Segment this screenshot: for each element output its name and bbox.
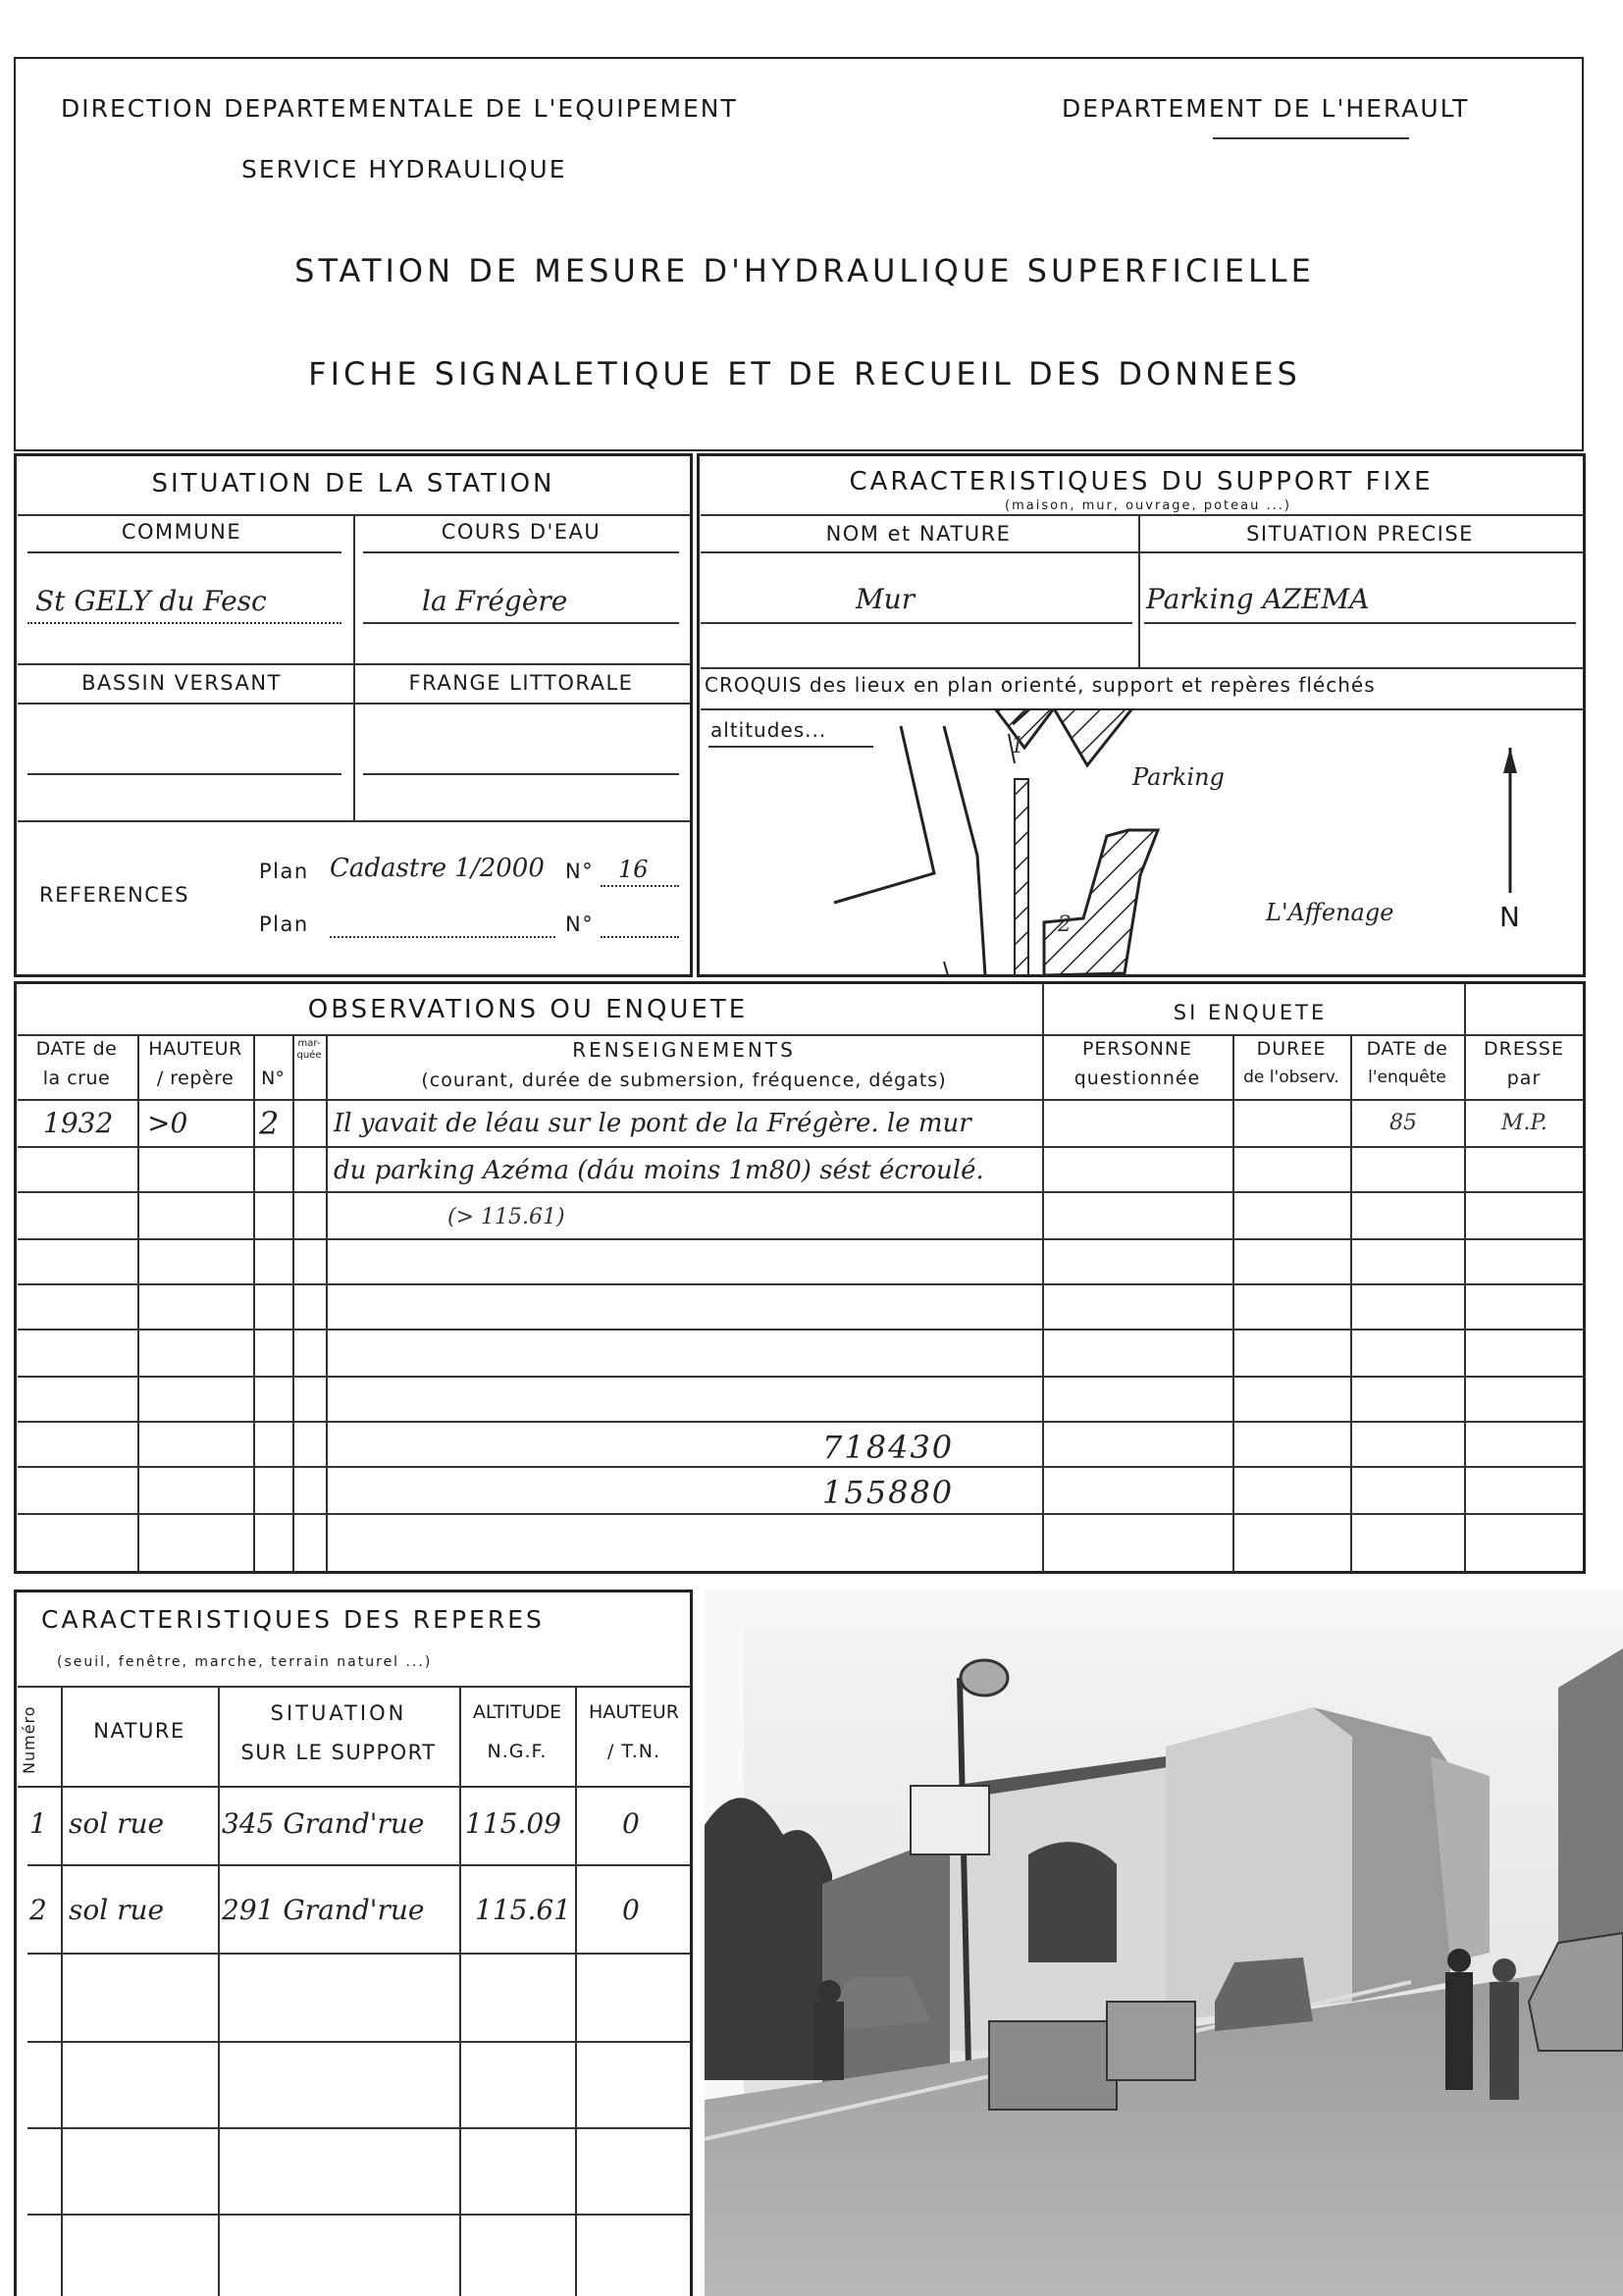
rule — [18, 1146, 1584, 1148]
reperes-subheading: (seuil, fenêtre, marche, terrain naturel ...) — [57, 1654, 433, 1670]
plan2-label: Plan — [259, 913, 309, 936]
obs-row1-date-enquete: 85 — [1389, 1111, 1417, 1135]
rule — [27, 622, 341, 624]
bassin-label: BASSIN VERSANT — [81, 671, 282, 695]
obs-row1-numero: 2 — [259, 1105, 280, 1142]
plan1-value: Cadastre 1/2000 — [330, 854, 545, 883]
photo-scene — [705, 1590, 1623, 2296]
repere-row2-hauteur: 0 — [622, 1894, 640, 1926]
departement-underline — [1213, 137, 1409, 139]
col-duree-2: de l'observ. — [1243, 1068, 1339, 1087]
rule — [701, 551, 1584, 553]
col-duree-1: DUREE — [1256, 1038, 1327, 1060]
coordinate-y: 155880 — [822, 1474, 955, 1511]
service-label: SERVICE HYDRAULIQUE — [241, 155, 567, 183]
col-altitude-2: N.G.F. — [487, 1741, 548, 1762]
rule — [18, 1329, 1584, 1331]
col-renseignements-sub: (courant, durée de submersion, fréquence, dégats) — [421, 1070, 947, 1091]
rule — [27, 2127, 691, 2129]
repere-row1-hauteur: 0 — [622, 1807, 640, 1840]
rule — [459, 1686, 461, 2296]
col-date-enquete-2: l'enquête — [1368, 1068, 1446, 1087]
nom-label: NOM et NATURE — [825, 522, 1012, 546]
rule — [218, 1686, 220, 2296]
rule — [27, 773, 341, 775]
rule — [601, 885, 679, 887]
rule — [601, 936, 679, 938]
repere-row2-altitude: 115.61 — [475, 1894, 571, 1926]
altitudes-label: altitudes... — [710, 718, 827, 742]
rule — [18, 1466, 1584, 1468]
rule — [137, 1034, 139, 1572]
situation-heading: SITUATION DE LA STATION — [151, 469, 555, 498]
rule — [18, 1238, 1584, 1240]
rule — [1138, 514, 1140, 667]
situation-precise-value: Parking AZEMA — [1146, 583, 1370, 615]
situation-precise-label: SITUATION PRECISE — [1246, 522, 1474, 546]
site-sketch — [701, 708, 1584, 975]
repere-row1-numero: 1 — [29, 1807, 47, 1840]
col-nature: NATURE — [93, 1719, 185, 1743]
commune-label: COMMUNE — [121, 520, 242, 544]
rule — [27, 551, 341, 553]
col-personne-1: PERSONNE — [1081, 1038, 1193, 1060]
form-subtitle: FICHE SIGNALETIQUE ET DE RECUEIL DES DONNEES — [308, 355, 1301, 392]
repere-row2-nature: sol rue — [69, 1894, 165, 1926]
sketch-affenage-label: L'Affenage — [1266, 899, 1394, 926]
col-situation-2: SUR LE SUPPORT — [240, 1741, 437, 1764]
rule — [18, 663, 691, 665]
commune-value: St GELY du Fesc — [35, 585, 267, 617]
rule — [18, 1421, 1584, 1423]
rule — [18, 1283, 1584, 1285]
col-hauteur-tn-2: / T.N. — [606, 1741, 661, 1762]
col-personne-2: questionnée — [1073, 1068, 1201, 1089]
col-hauteur-1: HAUTEUR — [148, 1038, 242, 1060]
sketch-mark-1: 1 — [1011, 734, 1024, 758]
col-numero: N° — [261, 1068, 285, 1089]
rule — [363, 551, 679, 553]
rule — [18, 820, 691, 822]
rule — [18, 1099, 1584, 1101]
plan1-label: Plan — [259, 860, 309, 883]
cours-label: COURS D'EAU — [441, 520, 602, 544]
col-situation-1: SITUATION — [270, 1701, 407, 1725]
rule — [701, 514, 1584, 516]
support-subheading: (maison, mur, ouvrage, poteau ...) — [1005, 498, 1291, 513]
coordinate-x: 718430 — [822, 1429, 955, 1466]
rule — [292, 1034, 294, 1572]
rule — [18, 1686, 691, 1688]
obs-row1-note: (> 115.61) — [447, 1205, 565, 1229]
rule — [27, 2214, 691, 2216]
col-renseignements: RENSEIGNEMENTS — [572, 1038, 796, 1062]
obs-row1-date: 1932 — [43, 1107, 114, 1139]
station-photograph — [705, 1590, 1623, 2296]
col-date-crue-2: la crue — [42, 1068, 111, 1089]
direction-label: DIRECTION DEPARTEMENTALE DE L'EQUIPEMENT — [61, 94, 738, 123]
frange-label: FRANGE LITTORALE — [408, 671, 634, 695]
rule — [27, 1953, 691, 1955]
rule — [363, 773, 679, 775]
rule — [1350, 1034, 1352, 1572]
repere-row2-numero: 2 — [29, 1894, 47, 1926]
cours-value: la Frégère — [422, 585, 568, 617]
references-label: REFERENCES — [39, 883, 190, 907]
repere-row1-situation: 345 Grand'rue — [222, 1807, 425, 1840]
col-date-enquete-1: DATE de — [1366, 1038, 1448, 1060]
obs-row1-rens-line2: du parking Azéma (dáu moins 1m80) sést écroulé. — [334, 1156, 984, 1185]
rule — [1232, 1034, 1234, 1572]
col-dresse-2: par — [1506, 1068, 1542, 1089]
obs-row1-rens-line1: Il yavait de léau sur le pont de la Frégère. le mur — [334, 1109, 971, 1138]
plan2-no-label: N° — [565, 913, 595, 936]
col-numero-repere: Numéro — [20, 1705, 38, 1774]
rule — [18, 1191, 1584, 1193]
col-marquee: mar-quée — [296, 1038, 322, 1061]
rule — [701, 622, 1132, 624]
sketch-parking-label: Parking — [1132, 763, 1225, 791]
observations-heading: OBSERVATIONS OU ENQUETE — [307, 995, 749, 1024]
repere-row1-nature: sol rue — [69, 1807, 165, 1840]
departement-label: DEPARTEMENT DE L'HERAULT — [1062, 94, 1470, 123]
rule — [27, 2041, 691, 2043]
reperes-box — [14, 1590, 693, 2296]
rule — [363, 622, 679, 624]
rule — [330, 936, 555, 938]
col-dresse-1: DRESSE — [1484, 1038, 1564, 1060]
col-hauteur-2: / repère — [156, 1068, 235, 1089]
rule — [18, 1376, 1584, 1378]
support-heading: CARACTERISTIQUES DU SUPPORT FIXE — [849, 467, 1434, 496]
nom-value: Mur — [856, 583, 916, 615]
north-label: N — [1499, 901, 1522, 933]
repere-row1-altitude: 115.09 — [465, 1807, 561, 1840]
sketch-mark-2: 2 — [1058, 913, 1072, 937]
obs-row1-hauteur: >0 — [147, 1107, 188, 1139]
rule — [253, 1034, 255, 1572]
rule — [1144, 622, 1576, 624]
enquete-heading: SI ENQUETE — [1173, 1001, 1328, 1024]
rule — [27, 1864, 691, 1866]
rule — [701, 667, 1584, 669]
obs-row1-dresse: M.P. — [1501, 1111, 1547, 1135]
rule — [61, 1686, 63, 2296]
repere-row2-situation: 291 Grand'rue — [222, 1894, 425, 1926]
rule — [18, 1786, 691, 1788]
reperes-heading: CARACTERISTIQUES DES REPERES — [41, 1605, 545, 1634]
rule — [18, 703, 691, 704]
rule — [575, 1686, 577, 2296]
col-altitude-1: ALTITUDE — [472, 1701, 562, 1723]
rule — [353, 514, 355, 820]
col-date-crue-1: DATE de — [35, 1038, 118, 1060]
plan1-no-value: 16 — [618, 856, 649, 883]
form-title: STATION DE MESURE D'HYDRAULIQUE SUPERFICIELLE — [294, 252, 1315, 289]
croquis-label: CROQUIS des lieux en plan orienté, support et repères fléchés — [705, 673, 1376, 697]
rule — [326, 1034, 328, 1572]
rule — [18, 1513, 1584, 1515]
plan1-no-label: N° — [565, 860, 595, 883]
col-hauteur-tn-1: HAUTEUR — [589, 1701, 679, 1723]
